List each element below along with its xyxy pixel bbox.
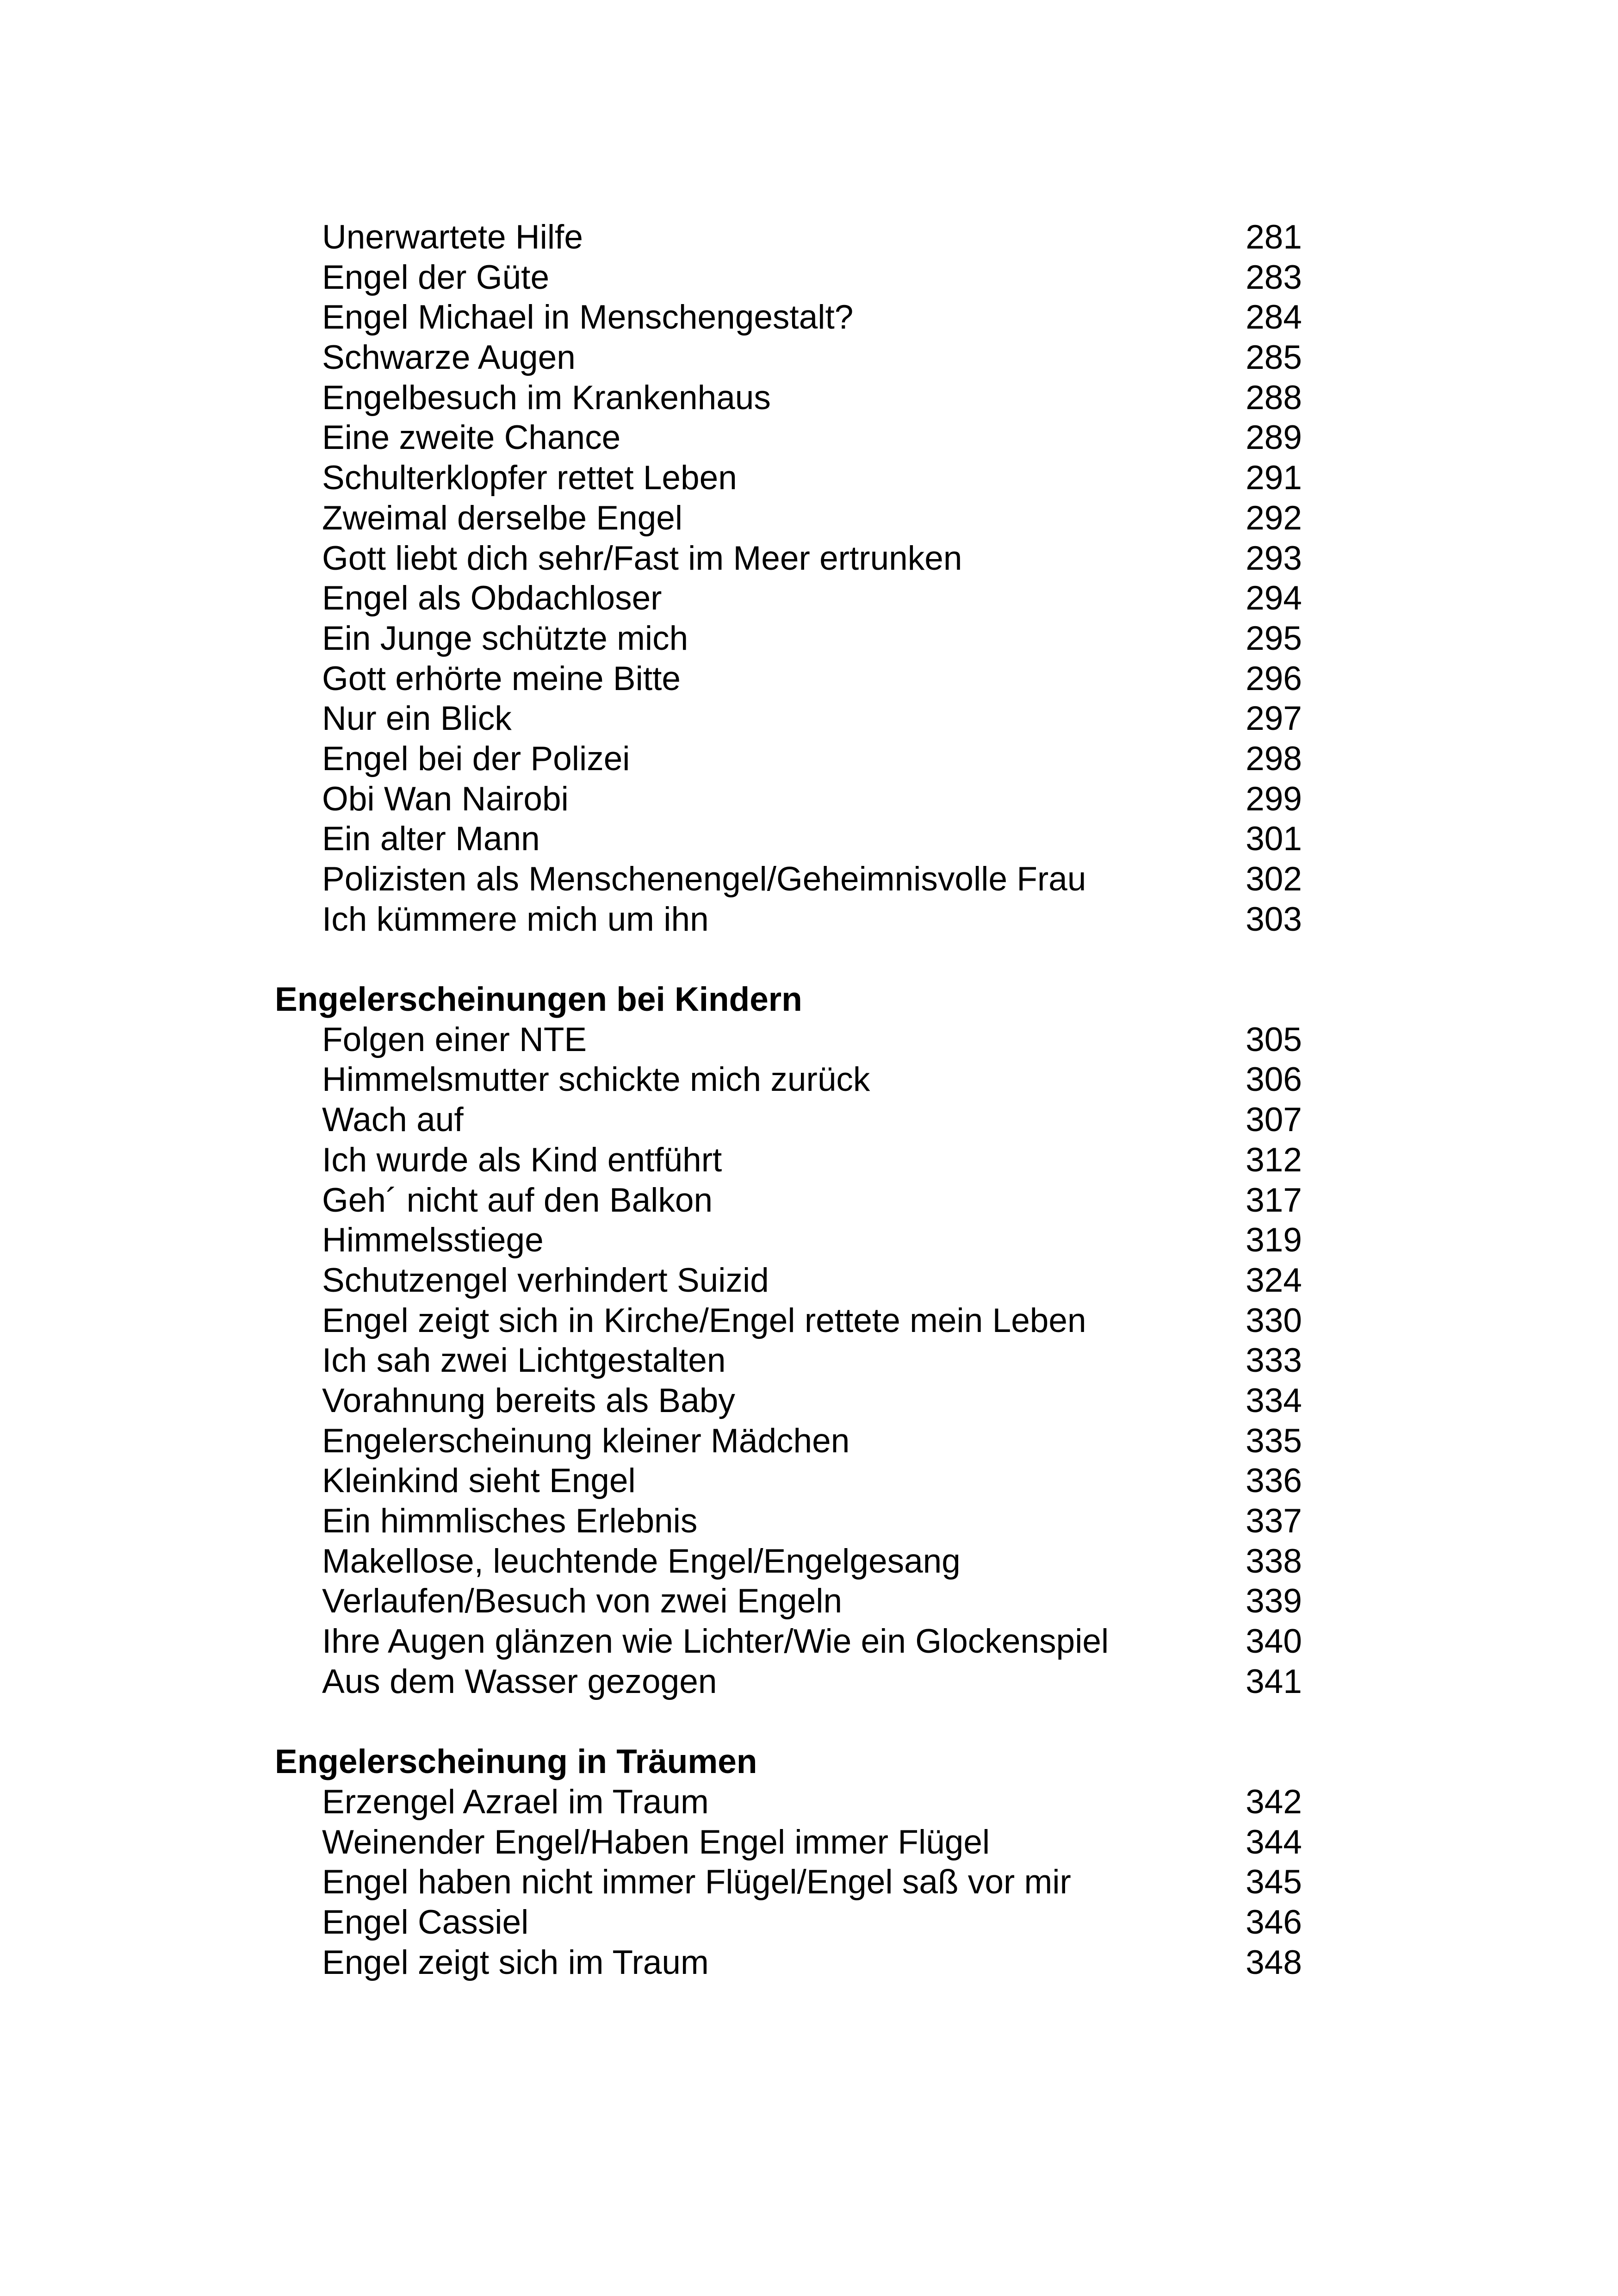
toc-entry-page-number: 337 [1246,1502,1302,1540]
toc-entry-title: Vorahnung bereits als Baby [322,1381,735,1419]
toc-entry [275,338,1302,378]
toc-entry-page-number: 348 [1246,1943,1302,1981]
toc-entry-page-number: 336 [1246,1462,1302,1500]
section-heading: Engelerscheinung in Träumen [275,1743,757,1781]
toc-entry [275,739,1302,779]
toc-entry [275,418,1302,458]
toc-entry-title: Himmelsstiege [322,1221,544,1259]
toc-entry-title: Engel zeigt sich in Kirche/Engel rettete mein Leben [322,1301,1086,1339]
toc-entry-title: Engel bei der Polizei [322,740,630,778]
toc-entry [275,1301,1302,1341]
toc-entry-page-number: 330 [1246,1301,1302,1339]
toc-entry [275,1261,1302,1301]
toc-entry [275,218,1302,258]
toc-entry [275,1220,1302,1261]
toc-entry-page-number: 317 [1246,1181,1302,1219]
toc-entry-page-number: 346 [1246,1903,1302,1941]
toc-entry-page-number: 299 [1246,780,1302,818]
toc-entry-title: Polizisten als Menschenengel/Geheimnisvolle Frau [322,860,1086,898]
toc-entry-title: Schwarze Augen [322,339,576,377]
toc-entry [275,258,1302,298]
toc-entry [275,458,1302,498]
toc-entry-title: Engel als Obdachloser [322,579,662,617]
toc-entry-page-number: 301 [1246,820,1302,858]
toc-entry-page-number: 306 [1246,1061,1302,1099]
toc-entry-title: Eine zweite Chance [322,419,621,457]
toc-entry-title: Ein Junge schützte mich [322,619,688,657]
toc-entry-title: Schulterklopfer rettet Leben [322,459,737,497]
toc-entry [275,1782,1302,1823]
toc-entry-title: Nur ein Blick [322,700,512,738]
toc-entry-title: Ich kümmere mich um ihn [322,900,709,938]
toc-entry-page-number: 288 [1246,379,1302,417]
toc-entry-page-number: 291 [1246,459,1302,497]
toc-entry [275,1341,1302,1381]
toc-entry-title: Unerwartete Hilfe [322,218,583,256]
toc-entry-title: Erzengel Azrael im Traum [322,1783,709,1821]
toc-entry-title: Engel zeigt sich im Traum [322,1943,709,1981]
toc-entry-title: Ein alter Mann [322,820,540,858]
toc-entry [275,1823,1302,1863]
toc-entry-page-number: 289 [1246,419,1302,457]
toc-entry [275,1381,1302,1421]
toc-entry [275,1622,1302,1662]
toc-entry [275,1461,1302,1501]
toc-entry-title: Engel Cassiel [322,1903,529,1941]
toc-entry-page-number: 305 [1246,1020,1302,1058]
toc-entry-page-number: 285 [1246,339,1302,377]
toc-entry [275,859,1302,900]
toc-entry [275,498,1302,539]
toc-entry-title: Aus dem Wasser gezogen [322,1662,717,1700]
toc-entry-page-number: 281 [1246,218,1302,256]
toc-entry-title: Ihre Augen glänzen wie Lichter/Wie ein Glockenspiel [322,1623,1109,1661]
toc-entry-page-number: 293 [1246,539,1302,577]
toc-entry-title: Engelerscheinung kleiner Mädchen [322,1422,850,1460]
toc-entry-page-number: 344 [1246,1823,1302,1861]
toc-entry [275,298,1302,338]
section-spacer [275,1702,1302,1742]
toc-entry-title: Verlaufen/Besuch von zwei Engeln [322,1582,843,1620]
toc-entry-page-number: 284 [1246,299,1302,336]
toc-entry-title: Kleinkind sieht Engel [322,1462,636,1500]
toc-entry-page-number: 342 [1246,1783,1302,1821]
toc-entry-page-number: 319 [1246,1221,1302,1259]
toc-entry [275,779,1302,820]
toc-entry-page-number: 324 [1246,1261,1302,1299]
toc-entry [275,579,1302,619]
toc-entry-title: Ich sah zwei Lichtgestalten [322,1342,726,1380]
toc-entry-page-number: 303 [1246,900,1302,938]
toc-entry-page-number: 333 [1246,1342,1302,1380]
toc-entry-title: Engel Michael in Menschengestalt? [322,299,854,336]
toc-entry-title: Gott liebt dich sehr/Fast im Meer ertrunken [322,539,962,577]
toc-entry [275,1501,1302,1542]
toc-entry [275,1581,1302,1622]
toc-entry-title: Ein himmlisches Erlebnis [322,1502,698,1540]
toc-entry-title: Engel der Güte [322,258,550,296]
toc-entry-page-number: 296 [1246,660,1302,697]
toc-entry [275,1662,1302,1702]
toc-entry [275,1100,1302,1140]
toc-entry [275,1542,1302,1582]
toc-entry-page-number: 340 [1246,1623,1302,1661]
toc-entry-page-number: 294 [1246,579,1302,617]
toc-entry [275,1060,1302,1100]
toc-entry-title: Weinender Engel/Haben Engel immer Flügel [322,1823,990,1861]
toc-entry-page-number: 345 [1246,1863,1302,1901]
toc-entry [275,819,1302,859]
toc-entry-page-number: 297 [1246,700,1302,738]
toc-entry [275,1020,1302,1060]
toc-entry [275,1140,1302,1181]
toc-entry-page-number: 298 [1246,740,1302,778]
toc-entry [275,900,1302,940]
toc-entry-page-number: 302 [1246,860,1302,898]
toc-entry-page-number: 295 [1246,619,1302,657]
toc-entry-page-number: 283 [1246,258,1302,296]
toc-entry-page-number: 292 [1246,499,1302,537]
toc-entry [275,1421,1302,1462]
toc-entry-title: Makellose, leuchtende Engel/Engelgesang [322,1542,961,1580]
toc-entry-title: Engelbesuch im Krankenhaus [322,379,771,417]
toc-entry-page-number: 341 [1246,1662,1302,1700]
toc-entry [275,1943,1302,1983]
toc-entry-title: Zweimal derselbe Engel [322,499,683,537]
toc-entry-title: Folgen einer NTE [322,1020,587,1058]
toc-entry-title: Wach auf [322,1101,464,1139]
toc-entry [275,1862,1302,1903]
toc-entry [275,378,1302,418]
toc-entry-title: Himmelsmutter schickte mich zurück [322,1061,870,1099]
toc-entry [275,1903,1302,1943]
toc-entry-title: Obi Wan Nairobi [322,780,569,818]
toc-entry [275,659,1302,699]
toc-entry-page-number: 307 [1246,1101,1302,1139]
toc-entry-page-number: 312 [1246,1141,1302,1179]
toc-entry-page-number: 334 [1246,1381,1302,1419]
toc-entry [275,619,1302,659]
table-of-contents [275,218,1302,1983]
toc-entry [275,539,1302,579]
toc-entry-title: Engel haben nicht immer Flügel/Engel saß vor mir [322,1863,1071,1901]
toc-entry-title: Gott erhörte meine Bitte [322,660,681,697]
section-heading: Engelerscheinungen bei Kindern [275,981,802,1019]
toc-entry [275,699,1302,739]
toc-entry [275,1181,1302,1221]
toc-entry-title: Geh´ nicht auf den Balkon [322,1181,713,1219]
toc-entry-page-number: 339 [1246,1582,1302,1620]
toc-entry-page-number: 338 [1246,1542,1302,1580]
toc-entry-title: Schutzengel verhindert Suizid [322,1261,769,1299]
toc-entry-title: Ich wurde als Kind entführt [322,1141,722,1179]
section-spacer [275,940,1302,980]
toc-entry-page-number: 335 [1246,1422,1302,1460]
